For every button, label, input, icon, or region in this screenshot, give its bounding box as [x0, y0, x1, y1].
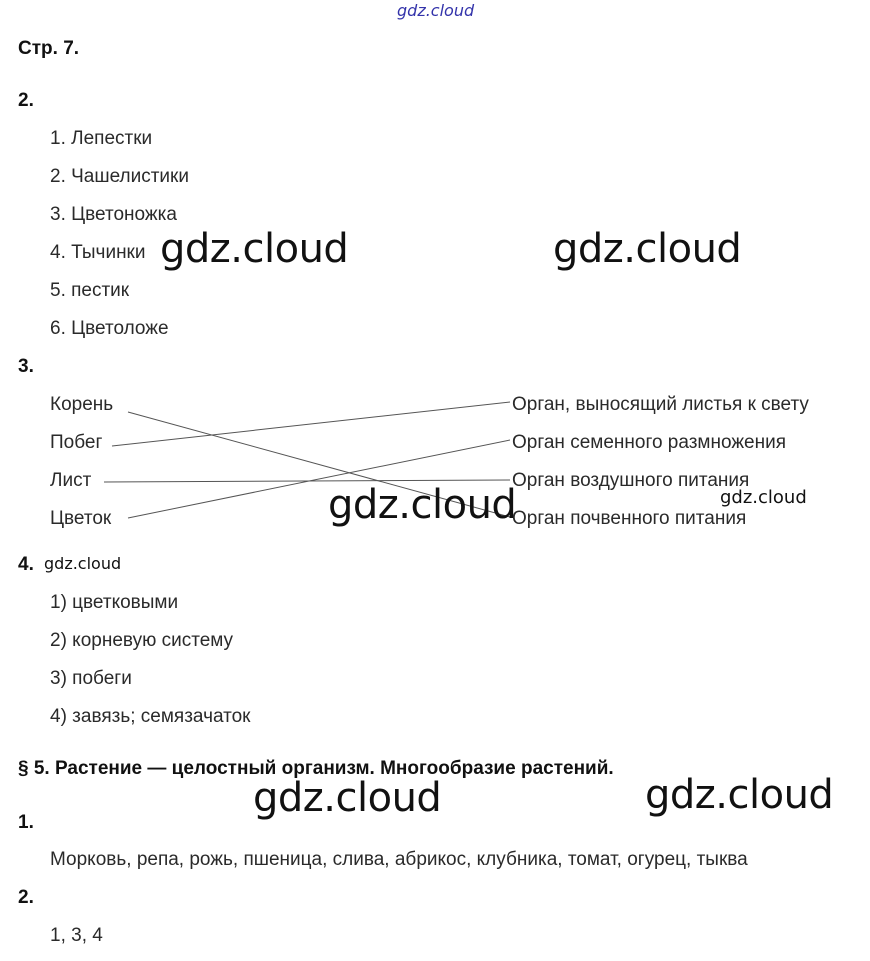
task-2-item: 3. Цветоножка	[50, 204, 177, 225]
watermark: gdz.cloud	[160, 226, 349, 272]
task-4-item: 4) завязь; семязачаток	[50, 706, 251, 727]
match-left-item: Побег	[50, 432, 103, 453]
page-reference: Стр. 7.	[18, 38, 80, 59]
task-2-item: 4. Тычинки	[50, 242, 146, 263]
match-left-item: Корень	[50, 394, 114, 415]
task-2-number: 2.	[18, 90, 34, 111]
match-right-item: Орган воздушного питания	[512, 470, 750, 491]
match-left-item: Лист	[50, 470, 92, 491]
task-2-item: 2. Чашелистики	[50, 166, 189, 187]
watermark-top: gdz.cloud	[397, 1, 475, 20]
task-4-item: 3) побеги	[50, 668, 132, 689]
section-task-2-text: 1, 3, 4	[50, 925, 103, 946]
match-left-item: Цветок	[50, 508, 112, 529]
match-right-item: Орган, выносящий листья к свету	[512, 394, 809, 415]
section-task-1-text: Морковь, репа, рожь, пшеница, слива, абрикос, клубника, томат, огурец, тыква	[50, 849, 748, 870]
task-2-item: 6. Цветоложе	[50, 318, 169, 339]
section-heading: § 5. Растение — целостный организм. Многообразие растений.	[18, 758, 614, 779]
task-4-number: 4.	[18, 554, 34, 575]
match-right-item: Орган семенного размножения	[512, 432, 787, 453]
match-right-item: Орган почвенного питания	[512, 508, 747, 529]
task-3-number: 3.	[18, 356, 34, 377]
watermark: gdz.cloud	[553, 226, 742, 272]
task-4-item: 2) корневую систему	[50, 630, 234, 651]
task-2-item: 5. пестик	[50, 280, 130, 301]
section-task-1-number: 1.	[18, 812, 34, 833]
watermark: gdz.cloud	[720, 487, 807, 508]
task-4-item: 1) цветковыми	[50, 592, 179, 613]
watermark: gdz.cloud	[253, 775, 442, 821]
watermark: gdz.cloud	[328, 482, 517, 528]
task-2-item: 1. Лепестки	[50, 128, 153, 149]
section-task-2-number: 2.	[18, 887, 34, 908]
watermark-inline: gdz.cloud	[44, 554, 122, 573]
watermark: gdz.cloud	[645, 772, 834, 818]
